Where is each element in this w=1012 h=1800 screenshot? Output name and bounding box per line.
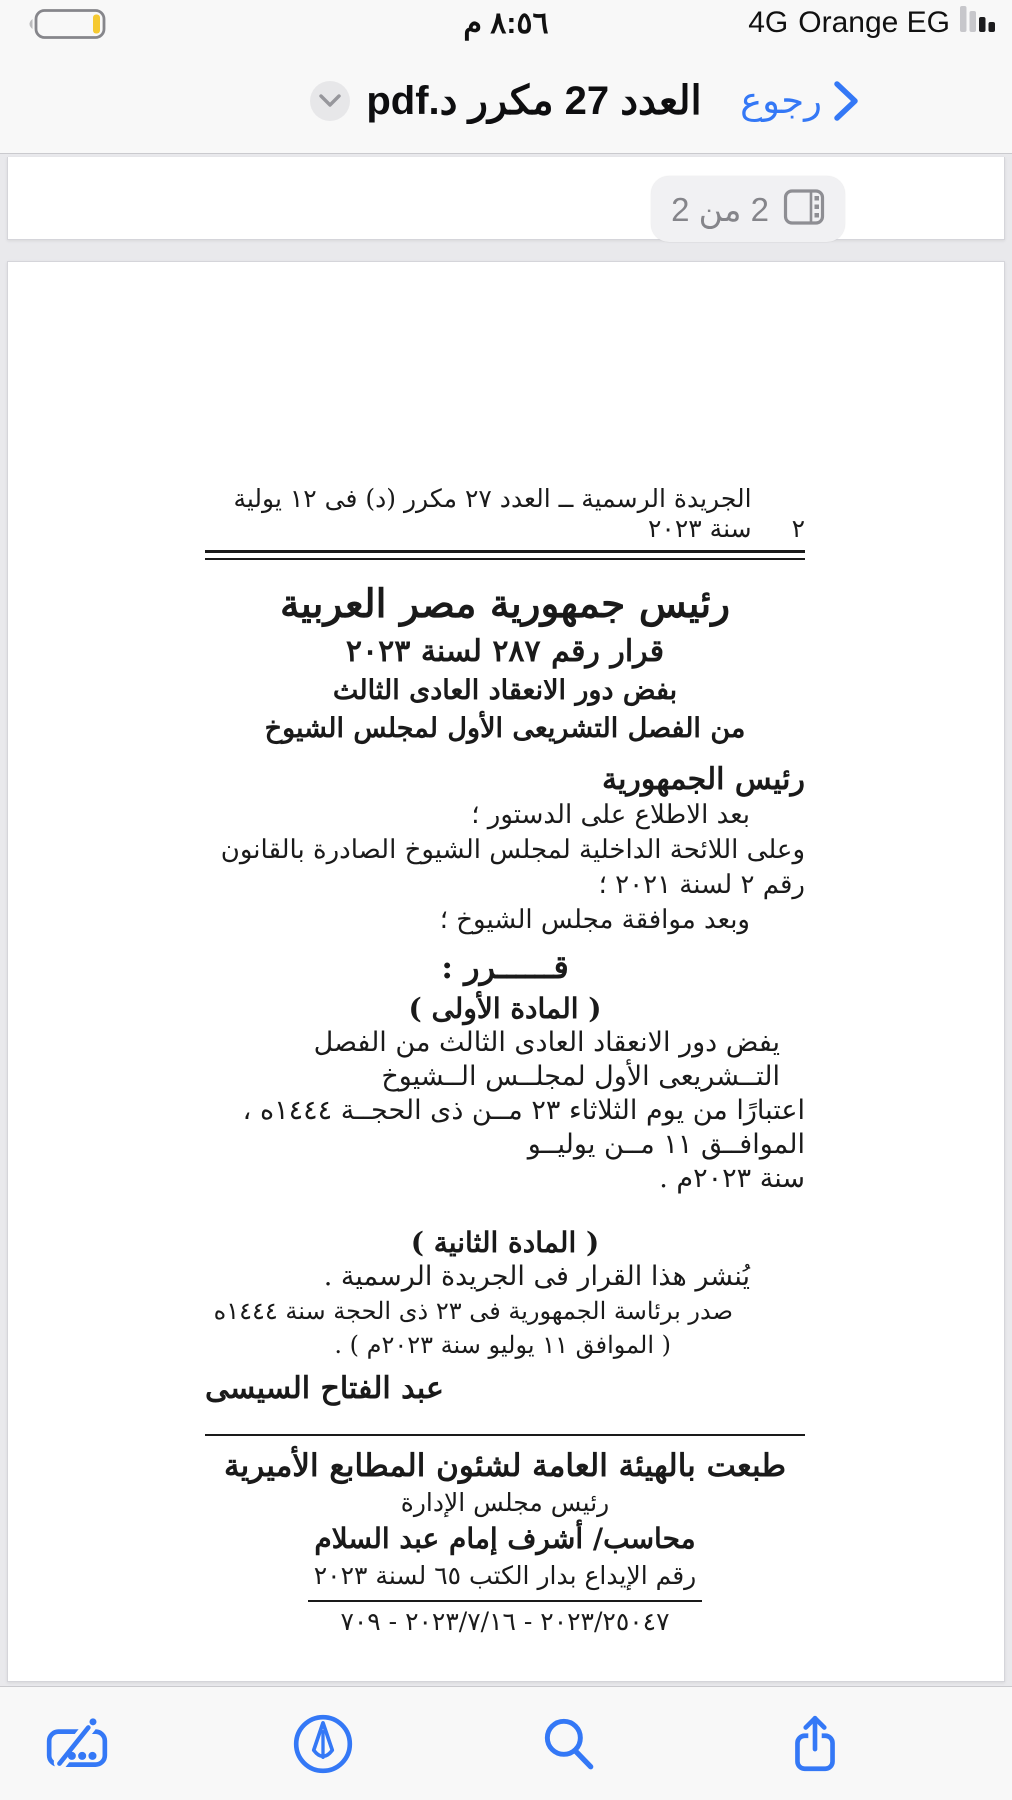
article-2-title: ( المادة الثانية )	[410, 1226, 600, 1259]
chevron-right-icon	[832, 79, 860, 123]
pdf-page-2	[7, 261, 1005, 1682]
status-time: ٨:٥٦ م	[463, 7, 549, 40]
signal-bars-icon	[960, 6, 996, 40]
bottom-toolbar	[0, 1686, 1012, 1800]
search-icon	[536, 1711, 602, 1777]
chairman-name: محاسب/ أشرف إمام عبد السلام	[314, 1522, 696, 1555]
markup-pen-icon	[290, 1711, 356, 1777]
decree-subject-line-2: من الفصل التشريعى الأول لمجلس الشيوخ	[264, 713, 746, 744]
page-indicator	[651, 176, 845, 242]
article-2-text: يُنشر هذا القرار فى الجريدة الرسمية .	[323, 1261, 750, 1292]
print-code: ٢٠٢٣/٢٥٠٤٧ - ٢٠٢٣/٧/١٦ - ٧٠٩	[340, 1607, 670, 1636]
gazette-page-number: ٢	[791, 514, 805, 543]
back-button[interactable]	[740, 48, 860, 153]
back-button-label: رجوع	[740, 80, 822, 121]
header-double-rule	[205, 550, 805, 560]
article-1-title: ( المادة الأولى )	[408, 992, 602, 1025]
issued-line-1: صدر برئاسة الجمهورية فى ٢٣ ذى الحجة سنة ١٤٤٤ه	[213, 1297, 733, 1325]
search-button[interactable]	[532, 1707, 606, 1781]
article-1-line: اعتبارًا من يوم الثلاثاء ٢٣ مــن ذى الحجــة ١٤٤٤ه ، الموافــق ١١ مــن يوليــو	[242, 1095, 805, 1160]
gazette-document	[205, 262, 805, 1638]
navigation-bar	[0, 48, 1012, 154]
chevron-down-icon	[319, 94, 341, 108]
article-1-line: يفض دور الانعقاد العادى الثالث من الفصل التــشريعى الأول لمجلــس الــشيوخ	[313, 1027, 780, 1092]
decree-number: قرار رقم ٢٨٧ لسنة ٢٠٢٣	[345, 634, 665, 669]
carrier-label: Orange EG	[798, 6, 950, 39]
preamble-line: وبعد موافقة مجلس الشيوخ ؛	[439, 905, 750, 935]
footer-rule	[205, 1434, 805, 1436]
gazette-header-text: الجريدة الرسمية ــ العدد ٢٧ مكرر (د) فى ١٢ يولية سنة ٢٠٢٣	[233, 484, 752, 543]
gazette-header-row	[205, 262, 805, 544]
article-1-line: سنة ٢٠٢٣م .	[659, 1163, 805, 1194]
document-title-group	[0, 48, 1012, 153]
pdf-scroll-area[interactable]	[0, 154, 1012, 1686]
preamble-line: بعد الاطلاع على الدستور ؛	[471, 800, 750, 830]
pdf-page-1-partial	[7, 157, 1005, 240]
page-indicator-label: 2 من 2	[671, 190, 769, 228]
title-disclosure-button[interactable]	[310, 81, 350, 121]
preamble-line: وعلى اللائحة الداخلية لمجلس الشيوخ الصادرة بالقانون رقم ٢ لسنة ٢٠٢١ ؛	[220, 835, 805, 900]
deposit-number: رقم الإيداع بدار الكتب ٦٥ لسنة ٢٠٢٣	[308, 1560, 703, 1602]
president-signature: عبد الفتاح السيسى	[205, 1371, 444, 1406]
deposit-number-wrap	[205, 1560, 805, 1602]
issued-line-2: ( الموافق ١١ يوليو سنة ٢٠٢٣م ) .	[334, 1331, 671, 1359]
decree-subject-line-1: بفض دور الانعقاد العادى الثالث	[332, 675, 678, 706]
signature-markup-icon	[44, 1711, 110, 1777]
share-button[interactable]	[778, 1707, 852, 1781]
document-title: العدد 27 مكرر د.pdf	[366, 78, 702, 123]
authority-title: رئيس جمهورية مصر العربية	[279, 581, 731, 627]
cellular-status	[748, 6, 996, 40]
decided-label: قــــــرر :	[441, 948, 569, 986]
status-bar	[0, 0, 1012, 48]
signature-markup-button[interactable]	[40, 1707, 114, 1781]
printer-name: طبعت بالهيئة العامة لشئون المطابع الأميرية	[223, 1448, 787, 1484]
chairman-title: رئيس مجلس الإدارة	[400, 1488, 610, 1517]
share-icon	[782, 1711, 848, 1777]
issuer-heading: رئيس الجمهورية	[601, 762, 805, 797]
markup-pen-button[interactable]	[286, 1707, 360, 1781]
network-type-label: 4G	[748, 6, 789, 39]
page-thumbnails-icon	[783, 188, 825, 231]
